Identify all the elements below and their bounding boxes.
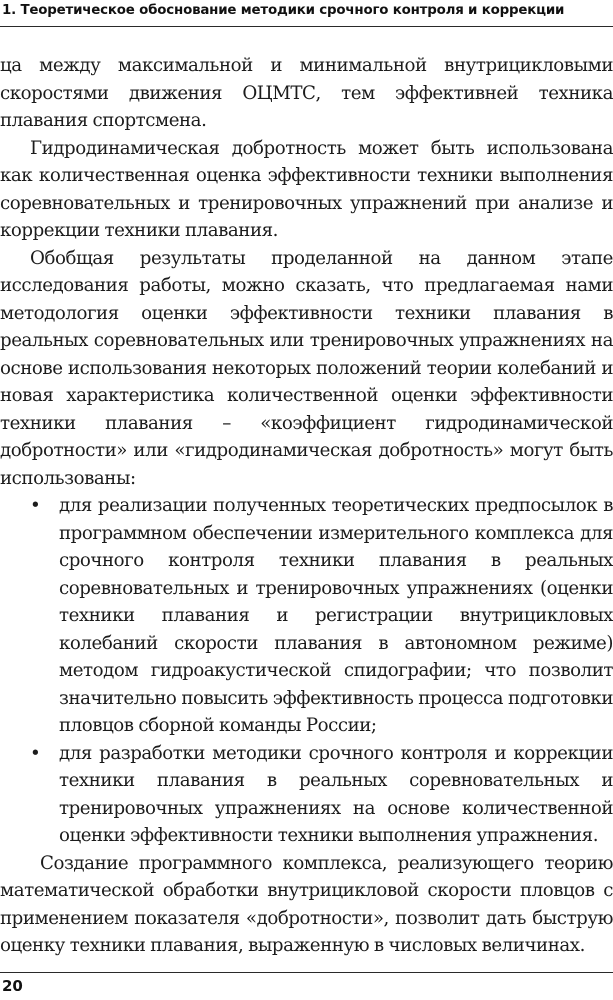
page-body [0,52,613,960]
paragraph-hydrodynamic-quality: Гидродинамическая добротность может быть использована как количественная оценка эффективности техники выполнения соревновательных и тренировочных упражнений при анализе и коррекции техники плавания. [0,137,613,241]
running-header: 1. Теоретическое обоснование методики срочного контроля и коррекции [0,0,613,27]
bullet-icon: • [30,742,41,764]
list-item-text: для реализации полученных теоретических предпосылок в программном обеспечении измерительного комплекса для срочного контроля техники плавания в реальных соревновательных и тренировочных упражнениях (оценки техники плавания и регистрации внутрицикловых колебаний скорости плавания в автономном режиме) методом гидроакустической спидографии; что позволит значительно повысить эффективность процесса подготовки пловцов сборной команды России; [59,495,613,736]
bullet-list [0,492,613,850]
list-item [0,740,613,850]
bullet-icon: • [30,495,41,516]
paragraph-summary: Обобщая результаты проделанной на данном этапе исследования работы, можно сказать, что предлагаемая нами методология оценки эффективности техники плавания в реальных соревновательных или тренировочных упражнениях на основе использования некоторых положений теории колебаний и новая характеристика количественной оценки эффективности техники плавания – «коэффициент гидродинамической добротности» или «гидродинамическая добротность» могут быть использованы: [0,247,613,489]
list-item [0,492,613,740]
paragraph-continuation: ца между максимальной и минимальной внутрицикловыми скоростями движения ОЦМТС, тем эффективней техника плавания спортсмена. [0,55,613,131]
footer-divider [0,972,613,973]
paragraph-conclusion: Создание программного комплекса, реализующего теорию математической обработки внутрицикловой скорости пловцов с применением показателя «добротности», позволит дать быструю оценку техники плавания, выраженную в числовых величинах. [0,852,613,956]
list-item-text: для разработки методики срочного контроля и коррекции техники плавания в реальных соревновательных и тренировочных упражнениях на основе количественной оценки эффективности техники выполнения упражнения. [59,742,613,846]
page-number: 20 [2,977,23,995]
